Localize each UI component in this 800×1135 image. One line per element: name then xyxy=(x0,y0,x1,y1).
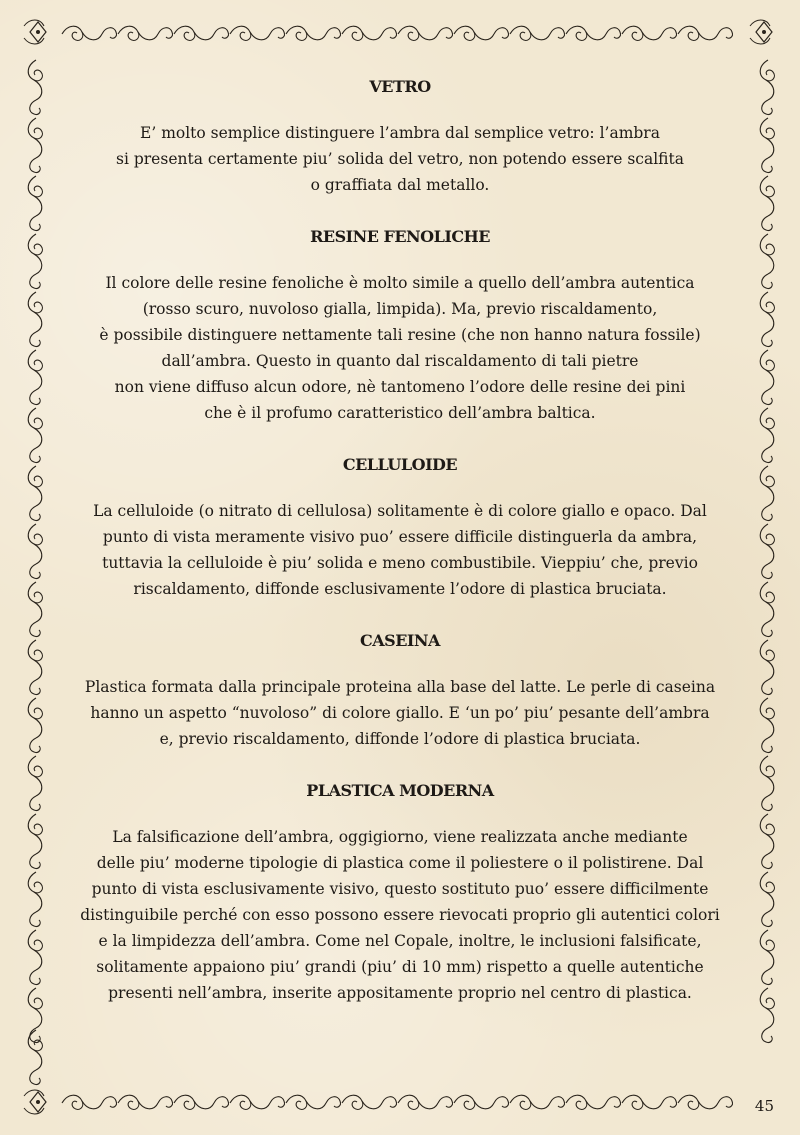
section-title-caseina: CASEINA xyxy=(360,631,440,650)
section-text-caseina: Plastica formata dalla principale proteina alla base del latte. Le perle di caseina hanno un aspetto “nuvoloso” di colore giallo. E ‘un po’ piu’ pesante dell’ambra e, previo riscaldamento, diffonde l’odore di plastica bruciata. xyxy=(84,678,716,748)
corner-top-left-icon xyxy=(24,20,46,44)
section-title-resine-fenoliche: RESINE FENOLICHE xyxy=(310,227,490,246)
section-text-resine-fenoliche: Il colore delle resine fenoliche è molto simile a quello dell’ambra autentica (rosso scuro, nuvoloso gialla, limpida). Ma, previo riscaldamento, è possibile distinguere nettamente tali resine (che non hanno natura fossile) dall’ambra. Questo in quanto dal riscaldamento di tali pietre non viene diffuso alcun odore, nè tantomeno l’odore delle resine dei pini che è il profumo caratteristico dell’ambra baltica. xyxy=(99,274,701,422)
section-text-celluloide: La celluloide (o nitrato di cellulosa) solitamente è di colore giallo e opaco. Dal punto di vista meramente visivo puo’ essere difficile distinguerla da ambra, tuttavia la celluloide è piu’ solida e meno combustibile. Vieppiu’ che, previo riscaldamento, diffonde esclusivamente l’odore di plastica bruciata. xyxy=(93,502,707,598)
bottom-border-scroll xyxy=(62,1095,732,1109)
section-text-vetro: E’ molto semplice distinguere l’ambra dal semplice vetro: l’ambra si presenta certamente piu’ solida del vetro, non potendo essere scalfita o graffiata dal metallo. xyxy=(116,124,684,194)
section-title-celluloide: CELLULOIDE xyxy=(342,455,458,474)
section-title-vetro: VETRO xyxy=(369,77,431,96)
section-text-plastica-moderna: La falsificazione dell’ambra, oggigiorno, viene realizzata anche mediante delle piu’ moderne tipologie di plastica come il poliestere o il polistirene. Dal punto di vista esclusivamente visivo, questo sostituto puo’ essere difficilmente distinguibile perché con esso possono essere rievocati proprio gli autentici colori e la limpidezza dell’ambra. Come nel Copale, inoltre, le inclusioni falsificate, solitamente appaiono piu’ grandi (piu’ di 10 mm) rispetto a quelle autentiche presenti nell’ambra, inserite appositamente proprio nel centro di plastica. xyxy=(80,828,720,1002)
page-number: 45 xyxy=(754,1097,774,1115)
corner-top-right-icon xyxy=(750,20,772,44)
right-border-scroll xyxy=(760,60,774,1042)
left-border-scroll xyxy=(28,60,42,1084)
top-border-scroll xyxy=(62,26,732,40)
corner-bottom-left-icon xyxy=(24,1090,46,1114)
section-title-plastica-moderna: PLASTICA MODERNA xyxy=(306,781,494,800)
page-content xyxy=(60,68,740,1006)
